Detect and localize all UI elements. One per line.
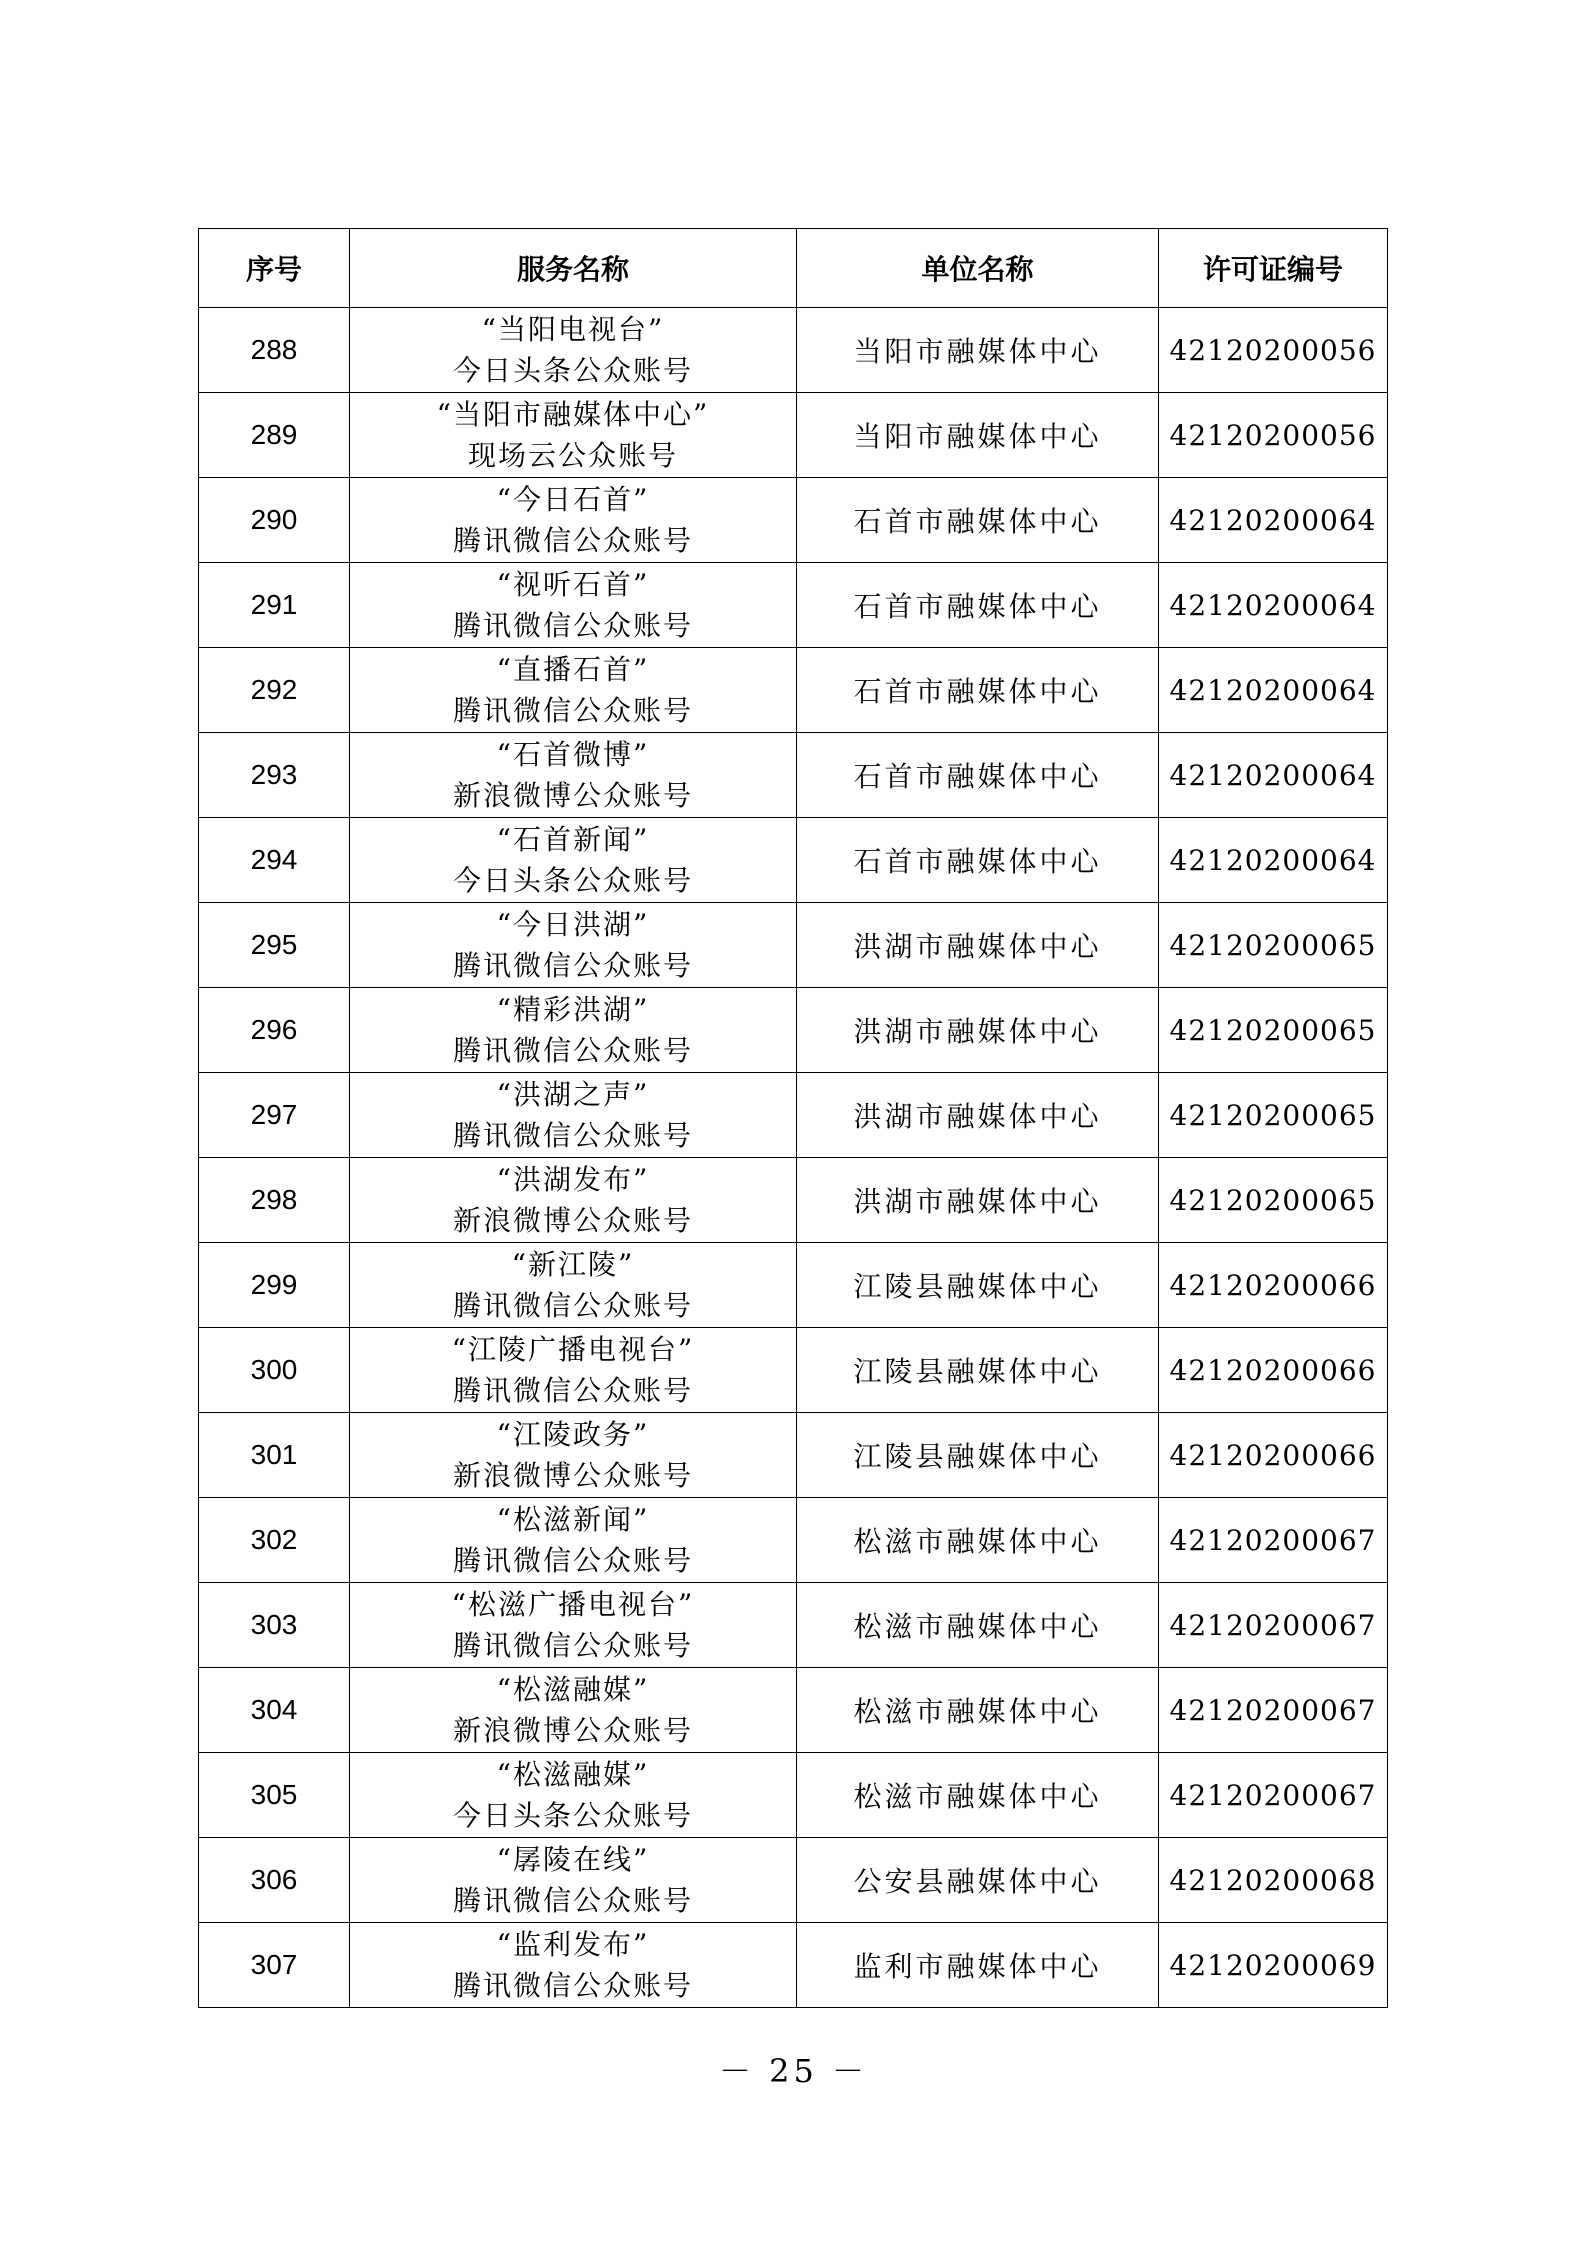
cell-license: 42120200066 [1159, 1413, 1388, 1498]
service-name: “当阳电视台” [481, 313, 665, 346]
table-header-row [199, 229, 1388, 308]
cell-number: 292 [199, 648, 350, 733]
header-unit-name: 单位名称 [797, 229, 1159, 308]
table-row [199, 1328, 1388, 1413]
cell-service [350, 393, 797, 478]
cell-number: 305 [199, 1753, 350, 1838]
service-platform: 新浪微博公众账号 [452, 1459, 693, 1492]
service-platform: 腾讯微信公众账号 [452, 949, 693, 982]
cell-number: 289 [199, 393, 350, 478]
cell-service [350, 903, 797, 988]
cell-service [350, 988, 797, 1073]
service-platform: 腾讯微信公众账号 [452, 1544, 693, 1577]
service-name: “直播石首” [496, 653, 650, 686]
cell-license: 42120200064 [1159, 648, 1388, 733]
cell-number: 304 [199, 1668, 350, 1753]
cell-number: 298 [199, 1158, 350, 1243]
cell-number: 296 [199, 988, 350, 1073]
service-name: “新江陵” [511, 1248, 635, 1281]
service-name: “当阳市融媒体中心” [436, 398, 710, 431]
table-row [199, 1838, 1388, 1923]
service-name: “视听石首” [496, 568, 650, 601]
service-platform: 新浪微博公众账号 [452, 1204, 693, 1237]
service-name: “松滋融媒” [496, 1673, 650, 1706]
cell-number: 302 [199, 1498, 350, 1583]
cell-unit: 石首市融媒体中心 [797, 648, 1159, 733]
service-platform: 新浪微博公众账号 [452, 779, 693, 812]
cell-unit: 石首市融媒体中心 [797, 478, 1159, 563]
cell-unit: 洪湖市融媒体中心 [797, 1073, 1159, 1158]
cell-service [350, 1243, 797, 1328]
service-name: “江陵广播电视台” [451, 1333, 695, 1366]
table-row [199, 1583, 1388, 1668]
cell-number: 290 [199, 478, 350, 563]
cell-number: 295 [199, 903, 350, 988]
service-name: “孱陵在线” [496, 1843, 650, 1876]
service-platform: 腾讯微信公众账号 [452, 1034, 693, 1067]
service-name: “今日石首” [496, 483, 650, 516]
table-row [199, 818, 1388, 903]
license-table [198, 228, 1388, 2008]
table-row [199, 1668, 1388, 1753]
service-platform: 腾讯微信公众账号 [452, 524, 693, 557]
cell-number: 294 [199, 818, 350, 903]
service-name: “松滋广播电视台” [451, 1588, 695, 1621]
service-name: “洪湖发布” [496, 1163, 650, 1196]
table-row [199, 988, 1388, 1073]
cell-unit: 石首市融媒体中心 [797, 818, 1159, 903]
table-row [199, 903, 1388, 988]
cell-license: 42120200067 [1159, 1668, 1388, 1753]
cell-number: 301 [199, 1413, 350, 1498]
cell-unit: 松滋市融媒体中心 [797, 1583, 1159, 1668]
table-row [199, 1073, 1388, 1158]
cell-service [350, 1498, 797, 1583]
table-row [199, 733, 1388, 818]
service-platform: 今日头条公众账号 [452, 1799, 693, 1832]
cell-unit: 石首市融媒体中心 [797, 563, 1159, 648]
header-no: 序号 [199, 229, 350, 308]
cell-license: 42120200066 [1159, 1328, 1388, 1413]
cell-service [350, 1838, 797, 1923]
table-body [199, 308, 1388, 2008]
cell-license: 42120200065 [1159, 1158, 1388, 1243]
cell-unit: 松滋市融媒体中心 [797, 1753, 1159, 1838]
table-row [199, 1158, 1388, 1243]
cell-license: 42120200064 [1159, 818, 1388, 903]
service-platform: 腾讯微信公众账号 [452, 1289, 693, 1322]
cell-unit: 公安县融媒体中心 [797, 1838, 1159, 1923]
cell-service [350, 648, 797, 733]
cell-unit: 当阳市融媒体中心 [797, 308, 1159, 393]
service-platform: 腾讯微信公众账号 [452, 1629, 693, 1662]
cell-license: 42120200067 [1159, 1753, 1388, 1838]
cell-number: 297 [199, 1073, 350, 1158]
cell-unit: 石首市融媒体中心 [797, 733, 1159, 818]
cell-license: 42120200056 [1159, 393, 1388, 478]
cell-service [350, 733, 797, 818]
cell-license: 42120200065 [1159, 1073, 1388, 1158]
table-row [199, 393, 1388, 478]
cell-number: 300 [199, 1328, 350, 1413]
cell-unit: 江陵县融媒体中心 [797, 1328, 1159, 1413]
cell-license: 42120200064 [1159, 563, 1388, 648]
service-platform: 新浪微博公众账号 [452, 1714, 693, 1747]
service-name: “石首微博” [496, 738, 650, 771]
cell-license: 42120200067 [1159, 1583, 1388, 1668]
service-platform: 腾讯微信公众账号 [452, 1119, 693, 1152]
cell-service [350, 1923, 797, 2008]
table-row [199, 1923, 1388, 2008]
cell-number: 299 [199, 1243, 350, 1328]
cell-license: 42120200064 [1159, 733, 1388, 818]
cell-number: 291 [199, 563, 350, 648]
cell-unit: 江陵县融媒体中心 [797, 1413, 1159, 1498]
cell-service [350, 1158, 797, 1243]
header-license-number: 许可证编号 [1159, 229, 1388, 308]
service-name: “松滋融媒” [496, 1758, 650, 1791]
table-header [199, 229, 1388, 308]
service-name: “洪湖之声” [496, 1078, 650, 1111]
service-platform: 腾讯微信公众账号 [452, 1969, 693, 2002]
cell-license: 42120200065 [1159, 903, 1388, 988]
cell-service [350, 1583, 797, 1668]
cell-license: 42120200069 [1159, 1923, 1388, 2008]
service-platform: 今日头条公众账号 [452, 354, 693, 387]
cell-service [350, 308, 797, 393]
table-row [199, 308, 1388, 393]
cell-service [350, 1073, 797, 1158]
service-platform: 腾讯微信公众账号 [452, 1884, 693, 1917]
cell-service [350, 1413, 797, 1498]
cell-service [350, 818, 797, 903]
cell-service [350, 1328, 797, 1413]
cell-unit: 松滋市融媒体中心 [797, 1668, 1159, 1753]
table-row [199, 563, 1388, 648]
service-name: “监利发布” [496, 1928, 650, 1961]
cell-service [350, 1668, 797, 1753]
service-platform: 现场云公众账号 [467, 439, 678, 472]
service-platform: 腾讯微信公众账号 [452, 609, 693, 642]
service-name: “今日洪湖” [496, 908, 650, 941]
table-row [199, 1413, 1388, 1498]
service-platform: 今日头条公众账号 [452, 864, 693, 897]
cell-unit: 洪湖市融媒体中心 [797, 1158, 1159, 1243]
service-name: “石首新闻” [496, 823, 650, 856]
cell-unit: 松滋市融媒体中心 [797, 1498, 1159, 1583]
cell-unit: 江陵县融媒体中心 [797, 1243, 1159, 1328]
cell-license: 42120200056 [1159, 308, 1388, 393]
service-platform: 腾讯微信公众账号 [452, 694, 693, 727]
cell-license: 42120200066 [1159, 1243, 1388, 1328]
cell-unit: 洪湖市融媒体中心 [797, 988, 1159, 1073]
cell-license: 42120200065 [1159, 988, 1388, 1073]
cell-license: 42120200064 [1159, 478, 1388, 563]
table-row [199, 1243, 1388, 1328]
service-platform: 腾讯微信公众账号 [452, 1374, 693, 1407]
page-number: － 25 － [718, 2052, 869, 2090]
cell-service [350, 563, 797, 648]
cell-unit: 监利市融媒体中心 [797, 1923, 1159, 2008]
cell-number: 293 [199, 733, 350, 818]
table-row [199, 648, 1388, 733]
service-name: “精彩洪湖” [496, 993, 650, 1026]
cell-unit: 当阳市融媒体中心 [797, 393, 1159, 478]
service-name: “江陵政务” [496, 1418, 650, 1451]
cell-service [350, 478, 797, 563]
cell-number: 303 [199, 1583, 350, 1668]
table-row [199, 1498, 1388, 1583]
cell-number: 288 [199, 308, 350, 393]
cell-number: 306 [199, 1838, 350, 1923]
table-row [199, 478, 1388, 563]
cell-license: 42120200068 [1159, 1838, 1388, 1923]
header-service-name: 服务名称 [350, 229, 797, 308]
cell-number: 307 [199, 1923, 350, 2008]
cell-service [350, 1753, 797, 1838]
service-name: “松滋新闻” [496, 1503, 650, 1536]
cell-unit: 洪湖市融媒体中心 [797, 903, 1159, 988]
table-row [199, 1753, 1388, 1838]
cell-license: 42120200067 [1159, 1498, 1388, 1583]
